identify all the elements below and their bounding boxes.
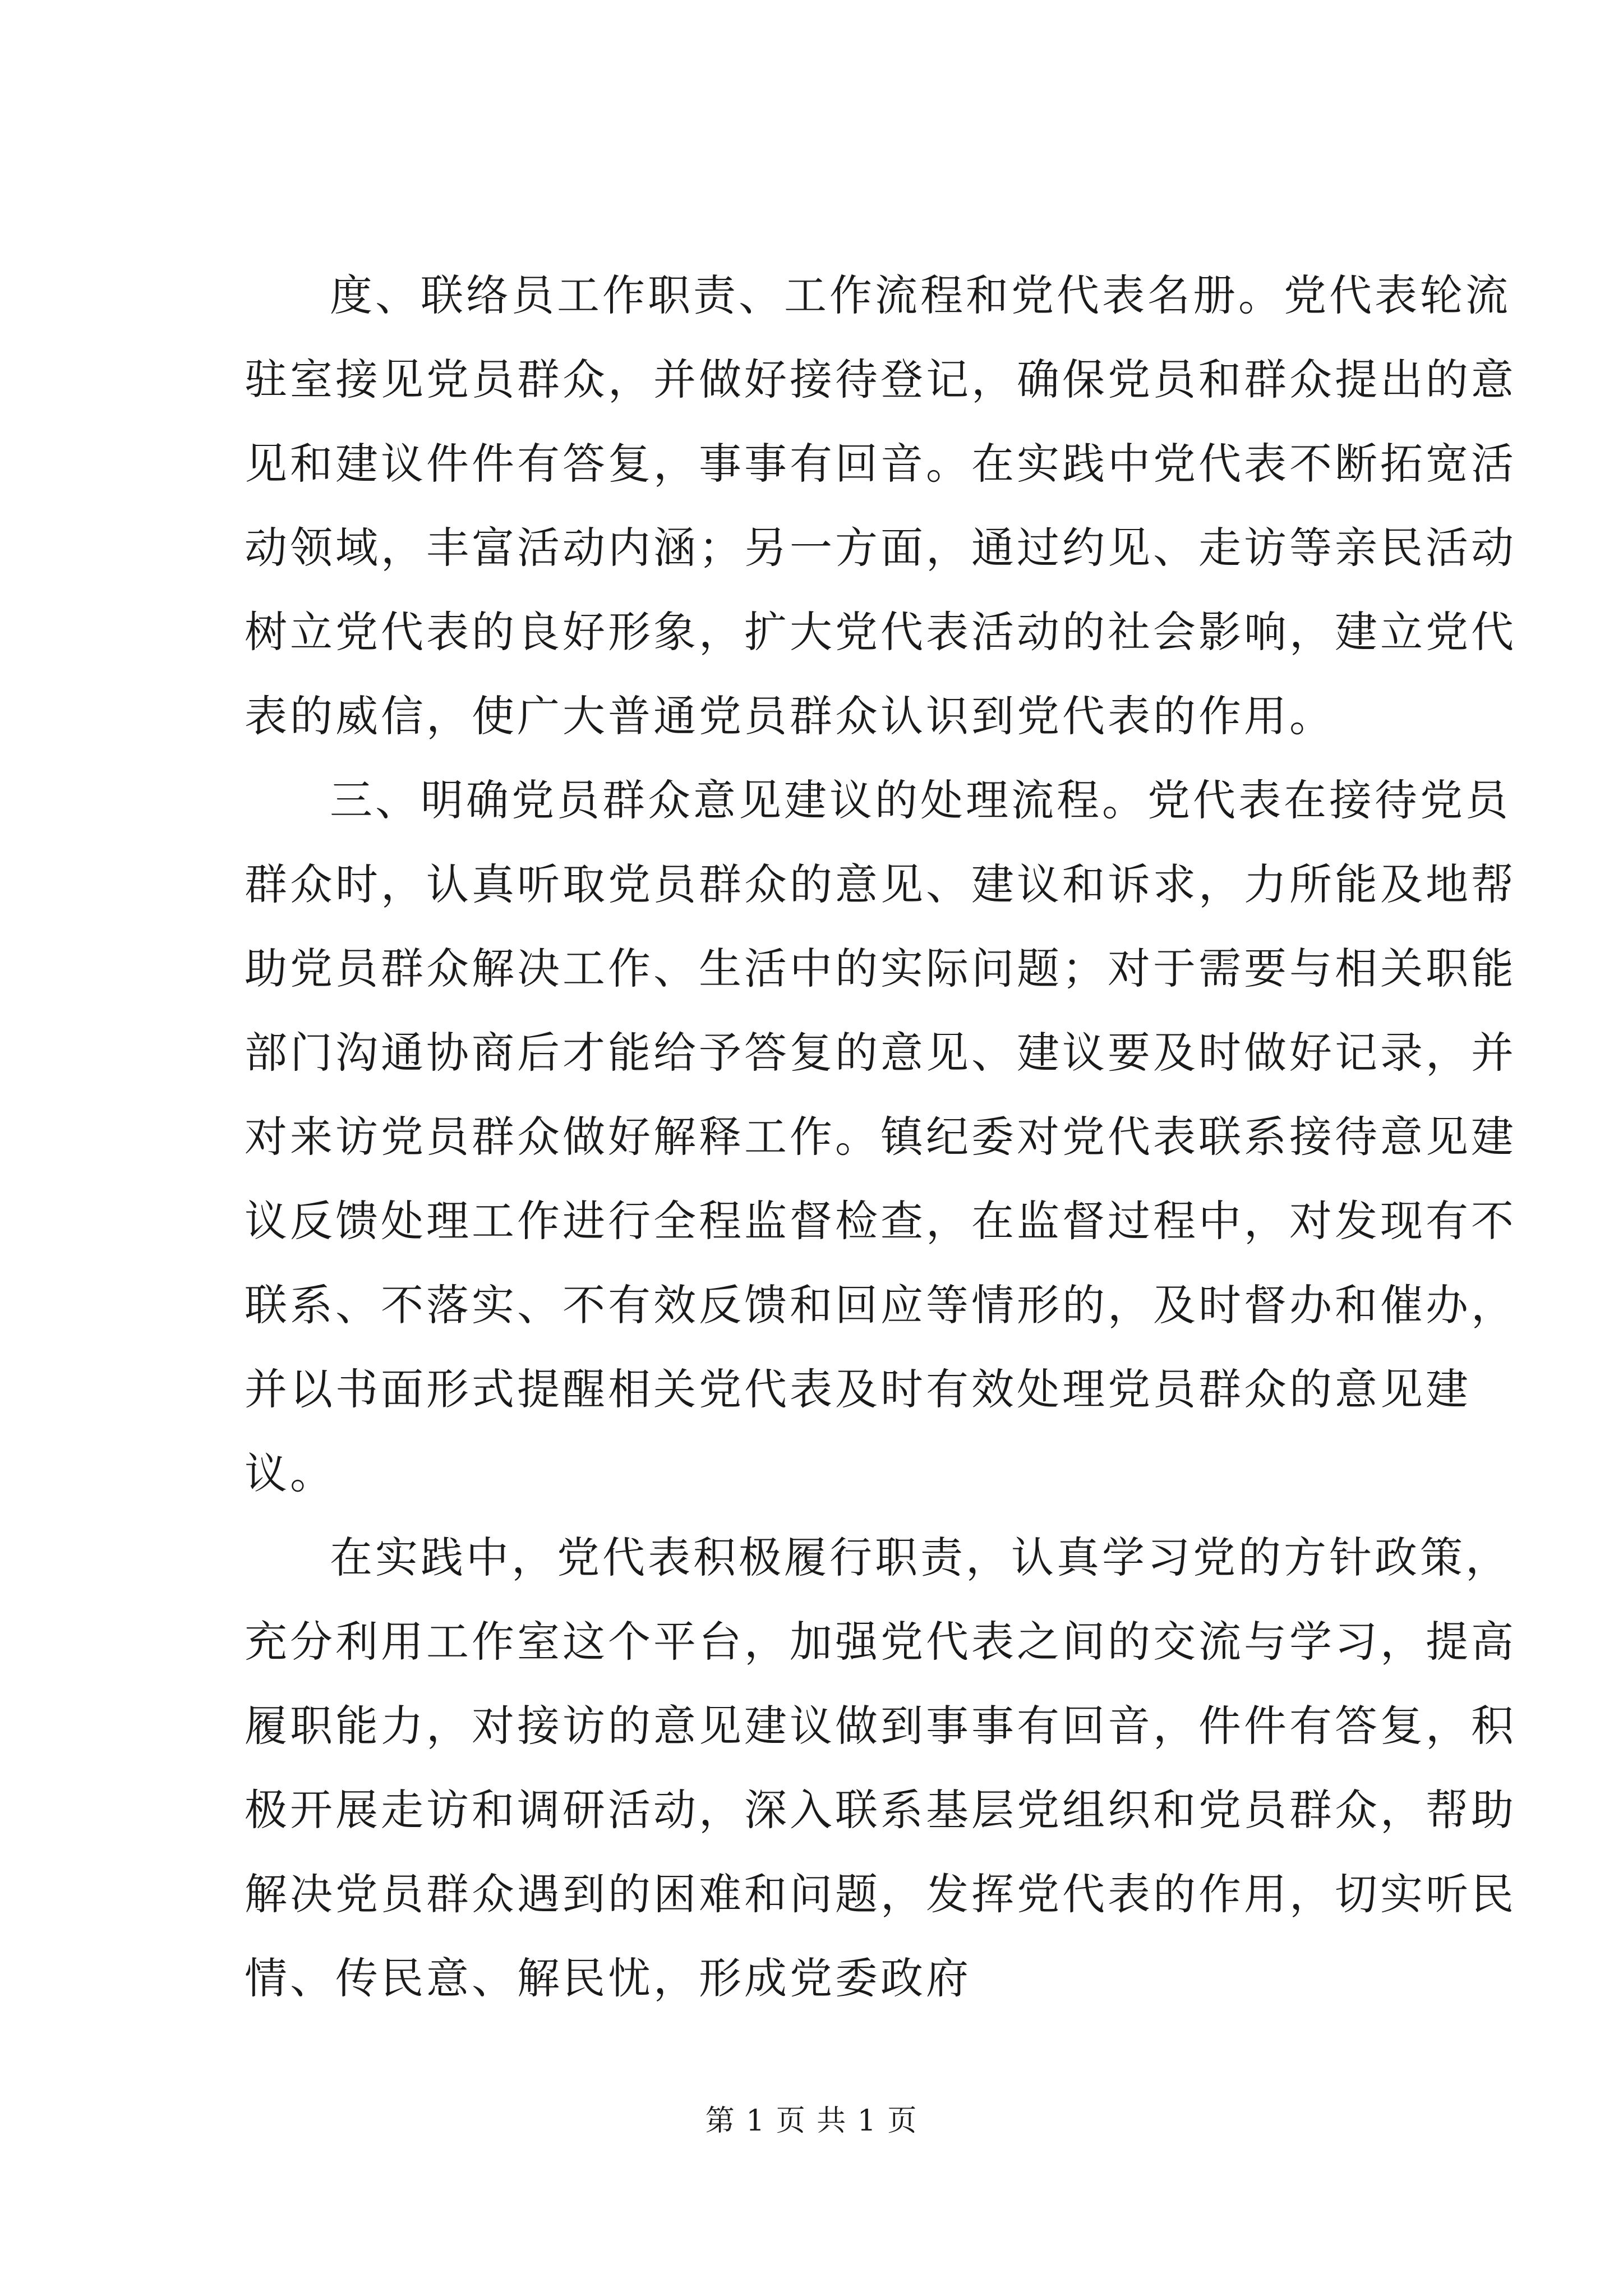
text-line: 联系、不落实、不有效反馈和回应等情形的，及时督办和催办， xyxy=(245,1280,1516,1330)
text-line: 部门沟通协商后才能给予答复的意见、建议要及时做好记录，并 xyxy=(245,1028,1516,1078)
text-line: 履职能力，对接访的意见建议做到事事有回音，件件有答复，积 xyxy=(245,1701,1516,1751)
text-line: 对来访党员群众做好解释工作。镇纪委对党代表联系接待意见建 xyxy=(245,1112,1516,1162)
page-number-footer: 第 1 页 共 1 页 xyxy=(705,2104,918,2138)
text-line: 解决党员群众遇到的困难和问题，发挥党代表的作用，切实听民 xyxy=(245,1869,1516,1919)
text-line: 议。 xyxy=(245,1448,335,1498)
text-line: 并以书面形式提醒相关党代表及时有效处理党员群众的意见建 xyxy=(245,1364,1471,1414)
text-line: 充分利用工作室这个平台，加强党代表之间的交流与学习，提高 xyxy=(245,1617,1516,1667)
text-line: 群众时，认真听取党员群众的意见、建议和诉求，力所能及地帮 xyxy=(245,859,1516,909)
text-line: 表的威信，使广大普通党员群众认识到党代表的作用。 xyxy=(245,691,1335,741)
text-line: 极开展走访和调研活动，深入联系基层党组织和党员群众，帮助 xyxy=(245,1785,1516,1835)
text-line: 驻室接见党员群众，并做好接待登记，确保党员和群众提出的意 xyxy=(245,355,1516,404)
text-line: 树立党代表的良好形象，扩大党代表活动的社会影响，建立党代 xyxy=(245,607,1516,657)
text-line: 动领域，丰富活动内涵；另一方面，通过约见、走访等亲民活动 xyxy=(245,523,1516,573)
paragraph-start-line: 三、明确党员群众意见建议的处理流程。党代表在接待党员 xyxy=(330,775,1511,825)
text-line: 助党员群众解决工作、生活中的实际问题；对于需要与相关职能 xyxy=(245,944,1516,993)
paragraph-start-line: 在实践中，党代表积极履行职责，认真学习党的方针政策， xyxy=(330,1533,1511,1582)
text-line: 见和建议件件有答复，事事有回音。在实践中党代表不断拓宽活 xyxy=(245,439,1516,489)
text-line: 议反馈处理工作进行全程监督检查，在监督过程中，对发现有不 xyxy=(245,1196,1516,1246)
text-line: 情、传民意、解民忧，形成党委政府 xyxy=(245,1953,971,2003)
document-body xyxy=(245,254,1516,2021)
text-line: 度、联络员工作职责、工作流程和党代表名册。党代表轮流 xyxy=(330,270,1511,320)
